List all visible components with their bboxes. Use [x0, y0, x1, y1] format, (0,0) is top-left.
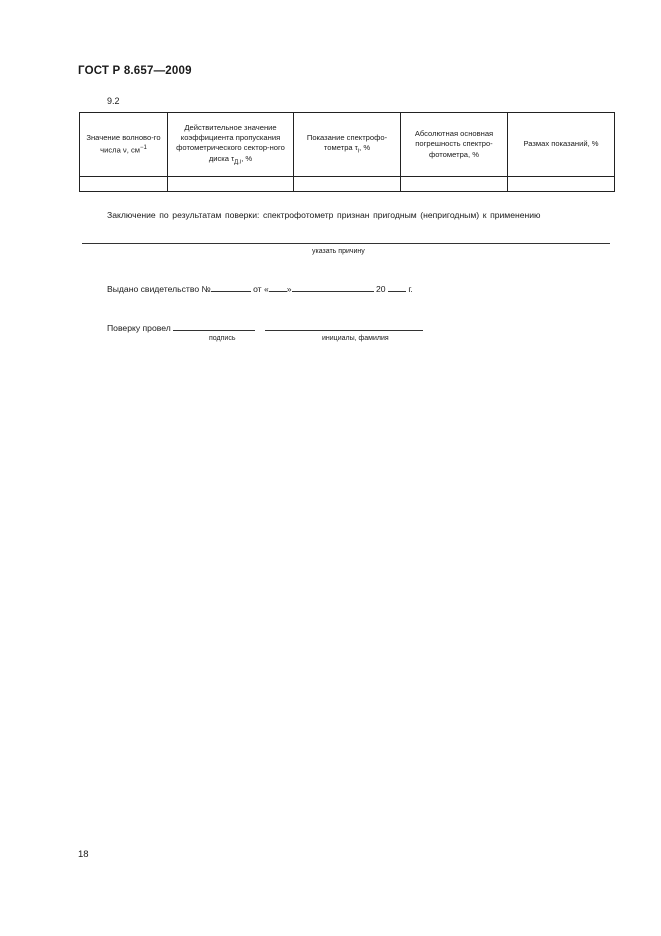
- name-caption: инициалы, фамилия: [322, 335, 389, 342]
- header-wavenumber: Значение волново-го числа ν, $см^{-1}$: [80, 113, 168, 177]
- certificate-line: [107, 283, 413, 294]
- name-field[interactable]: [265, 322, 423, 331]
- reason-caption: указать причину: [312, 248, 365, 255]
- signature-caption: подпись: [209, 335, 236, 342]
- document-header: ГОСТ Р 8.657—2009: [78, 65, 192, 77]
- table-cell[interactable]: [401, 177, 508, 192]
- certificate-year-suffix: г.: [408, 284, 413, 294]
- header-actual-transmittance: Действительное значение коэффициента пропускания фотометрического сектор-ного диска $\tau_{Д.i}$, %: [168, 113, 294, 177]
- certificate-from: от «: [253, 284, 269, 294]
- reason-line[interactable]: [82, 243, 610, 244]
- header-reading-range: Размах показаний, %: [508, 113, 615, 177]
- header-absolute-error: Абсолютная основная погрешность спектро-фотометра, %: [401, 113, 508, 177]
- certificate-number-field[interactable]: [211, 283, 251, 292]
- table-cell[interactable]: [80, 177, 168, 192]
- certificate-year-field[interactable]: [388, 283, 406, 292]
- certificate-year-prefix: 20: [375, 284, 386, 294]
- header-spectrophotometer-reading: Показание спектрофо-тометра $\tau_i$, %: [294, 113, 401, 177]
- table-row: [80, 177, 615, 192]
- certificate-close-quote: »: [286, 284, 292, 294]
- conclusion-text: Заключение по результатам поверки: спектрофотометр признан пригодным (непригодным) к применению: [107, 210, 541, 220]
- certificate-prefix: Выдано свидетельство №: [107, 284, 211, 294]
- certificate-day-field[interactable]: [269, 283, 287, 292]
- verifier-line: [107, 322, 423, 333]
- certificate-month-field[interactable]: [292, 283, 374, 292]
- table-cell[interactable]: [294, 177, 401, 192]
- table-cell[interactable]: [168, 177, 294, 192]
- verifier-prefix: Поверку провел: [107, 323, 171, 333]
- table-cell[interactable]: [508, 177, 615, 192]
- table-header-row: [80, 113, 615, 177]
- section-number: 9.2: [107, 96, 120, 106]
- verification-table: [79, 112, 615, 192]
- page-number: 18: [78, 849, 89, 860]
- signature-field[interactable]: [173, 322, 255, 331]
